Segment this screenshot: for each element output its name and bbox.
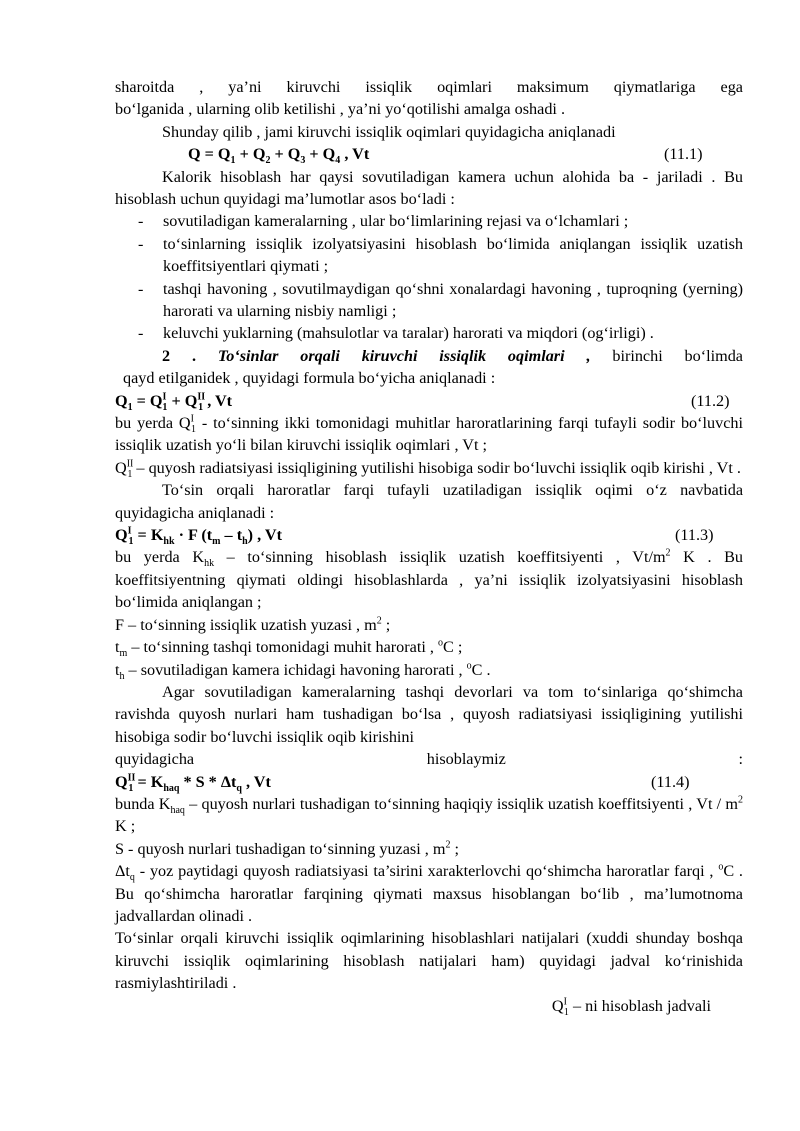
- bullet-list: [115, 210, 743, 344]
- list-item: - to‘sinlarning issiqlik izolyatsiyasini hisoblash bo‘limida aniqlangan issiqlik uzatish koeffitsiyentlari qiymati ;: [138, 234, 743, 276]
- paragraph-temperature-difference: To‘sin orqali haroratlar farqi tufayli uzatiladigan issiqlik oqimi o‘z navbatida quyidagicha aniqlanadi :: [115, 481, 743, 522]
- table-caption: $Q^I_1$ – ni hisoblash jadvali: [551, 996, 711, 1018]
- dash-marker: -: [138, 212, 144, 231]
- equation-number-11-1: (11.1): [664, 145, 703, 164]
- formula-11-1: [115, 143, 743, 165]
- dash-marker: -: [138, 279, 144, 298]
- formula-11-2: [115, 390, 743, 412]
- paragraph-intro-line1: sharoitda , ya’ni kiruvchi issiqlik oqimlari maksimum qiymatlariga ega: [115, 78, 743, 96]
- dash-marker: -: [138, 234, 144, 253]
- equation-number-11-2: (11.2): [691, 391, 730, 410]
- formula-11-4-body: $Q^{II}_1 = K_{haq} * S * \Delta t_q$ , Vt: [115, 772, 271, 794]
- definition-s: S - quyosh nurlari tushadigan to‘sinning yuzasi , $m^2$ ;: [115, 839, 460, 858]
- section-2-heading: 2 . To‘sinlar orqali kiruvchi issiqlik oqimlari , birinchi bo‘limda: [162, 346, 743, 365]
- equation-number-11-3: (11.3): [675, 526, 714, 545]
- formula-11-4: [115, 771, 743, 793]
- equation-number-11-4: (11.4): [651, 772, 690, 791]
- formula-11-3: [115, 524, 743, 546]
- formula-11-2-body: $Q_1 = Q^I_1 + Q^{II}_1$ , Vt: [115, 391, 233, 413]
- definition-q1-first: bu yerda $Q^I_1$ - to‘sinning ikki tomonidagi muhitlar haroratlarining farqi tufayli sodir bo‘luvchi issiqlik uzatish yo‘li bilan kiruvchi issiqlik oqimlari , Vt ;: [115, 413, 743, 455]
- paragraph-results-table: To‘sinlar orqali kiruvchi issiqlik oqimlarining hisoblashlari natijalari (xuddi shunday boshqa kiruvchi issiqlik oqimlarining hisoblash natijalari ham) quyidagi jadval ko‘rinishida rasmiylashtiriladi .: [115, 929, 743, 993]
- paragraph-calorific: Kalorik hisoblash har qaysi sovutiladigan kamera uchun alohida ba - jariladi . Bu hisoblash uchun quyidagi ma’lumotlar asos bo‘ladi :: [115, 167, 743, 209]
- definition-f: F – to‘sinning issiqlik uzatish yuzasi , $m^2$ ;: [115, 615, 391, 634]
- paragraph-solar-radiation-last: quyidagicha hisoblaymiz :: [115, 750, 743, 769]
- definition-th: $t_h$ – sovutiladigan kamera ichidagi havoning harorati , $^o$C .: [115, 660, 491, 682]
- definition-delta-tq: $\Delta t_q$ - yoz paytidagi quyosh radiatsiyasi ta’sirini xarakterlovchi qo‘shimcha haroratlar farqi , $^o$C . Bu qo‘shimcha haroratlar farqining qiymati maxsus hisoblangan bo‘lib , ma’lumotnoma jadvallardan olinadi .: [115, 861, 743, 925]
- dash-marker: -: [138, 324, 144, 343]
- paragraph-intro-line2: bo‘lganida , ularning olib ketilishi , ya’ni yo‘qotilishi amalga oshadi .: [115, 100, 566, 119]
- formula-11-3-body: $Q^I_1 = K_{hk} \cdot F$ $(t_m - t_h)$ , Vt: [115, 525, 282, 548]
- list-item: - keluvchi yuklarning (mahsulotlar va taralar) harorati va miqdori (og‘irligi) .: [115, 322, 743, 344]
- paragraph-total-heat: Shunday qilib , jami kiruvchi issiqlik oqimlari quyidagicha aniqlanadi: [162, 122, 616, 141]
- document-page: [115, 76, 743, 1017]
- list-item: - sovutiladigan kameralarning , ular bo‘limlarining rejasi va o‘lchamlari ;: [115, 210, 743, 232]
- paragraph-solar-radiation: Agar sovutiladigan kameralarning tashqi devorlari va tom to‘sinlariga qo‘shimcha ravishda quyosh nurlari ham tushadigan bo‘lsa , quyosh radiatsiyasi issiqligining yutilishi hisobiga sodir bo‘luvchi issiqlik oqib kirishini: [115, 682, 743, 746]
- definition-khaq: bunda $K_{haq}$ – quyosh nurlari tushadigan to‘sinning haqiqiy issiqlik uzatish koeffitsiyenti , Vt / $m^2$ K ;: [115, 794, 743, 836]
- formula-11-1-body: $Q = Q_1 + Q_2 + Q_3 + Q_4$ , Vt: [188, 145, 370, 167]
- definition-tm: $t_m$ – to‘sinning tashqi tomonidagi muhit harorati , $^o$C ;: [115, 637, 463, 660]
- section-2-line2: qayd etilganidek , quyidagi formula bo‘yicha aniqlanadi :: [123, 369, 496, 388]
- list-item: - tashqi havoning , sovutilmaydigan qo‘shni xonalardagi havoning , tuproqning (yerning) harorati va ularning nisbiy namligi ;: [138, 279, 743, 321]
- definition-q1-second: $Q^{II}_1$ – quyosh radiatsiyasi issiqligining yutilishi hisobiga sodir bo‘luvchi issiqlik oqib kirishi , Vt .: [115, 458, 741, 481]
- definition-khk: bu yerda $K_{hk}$ – to‘sinning hisoblash issiqlik uzatish koeffitsiyenti , $Vt/m^2$ K . Bu koeffitsiyentning qiymati oldingi hisoblashlarda , ya’ni issiqlik izolyatsiyasini hisoblash bo‘limida aniqlangan ;: [115, 548, 744, 612]
